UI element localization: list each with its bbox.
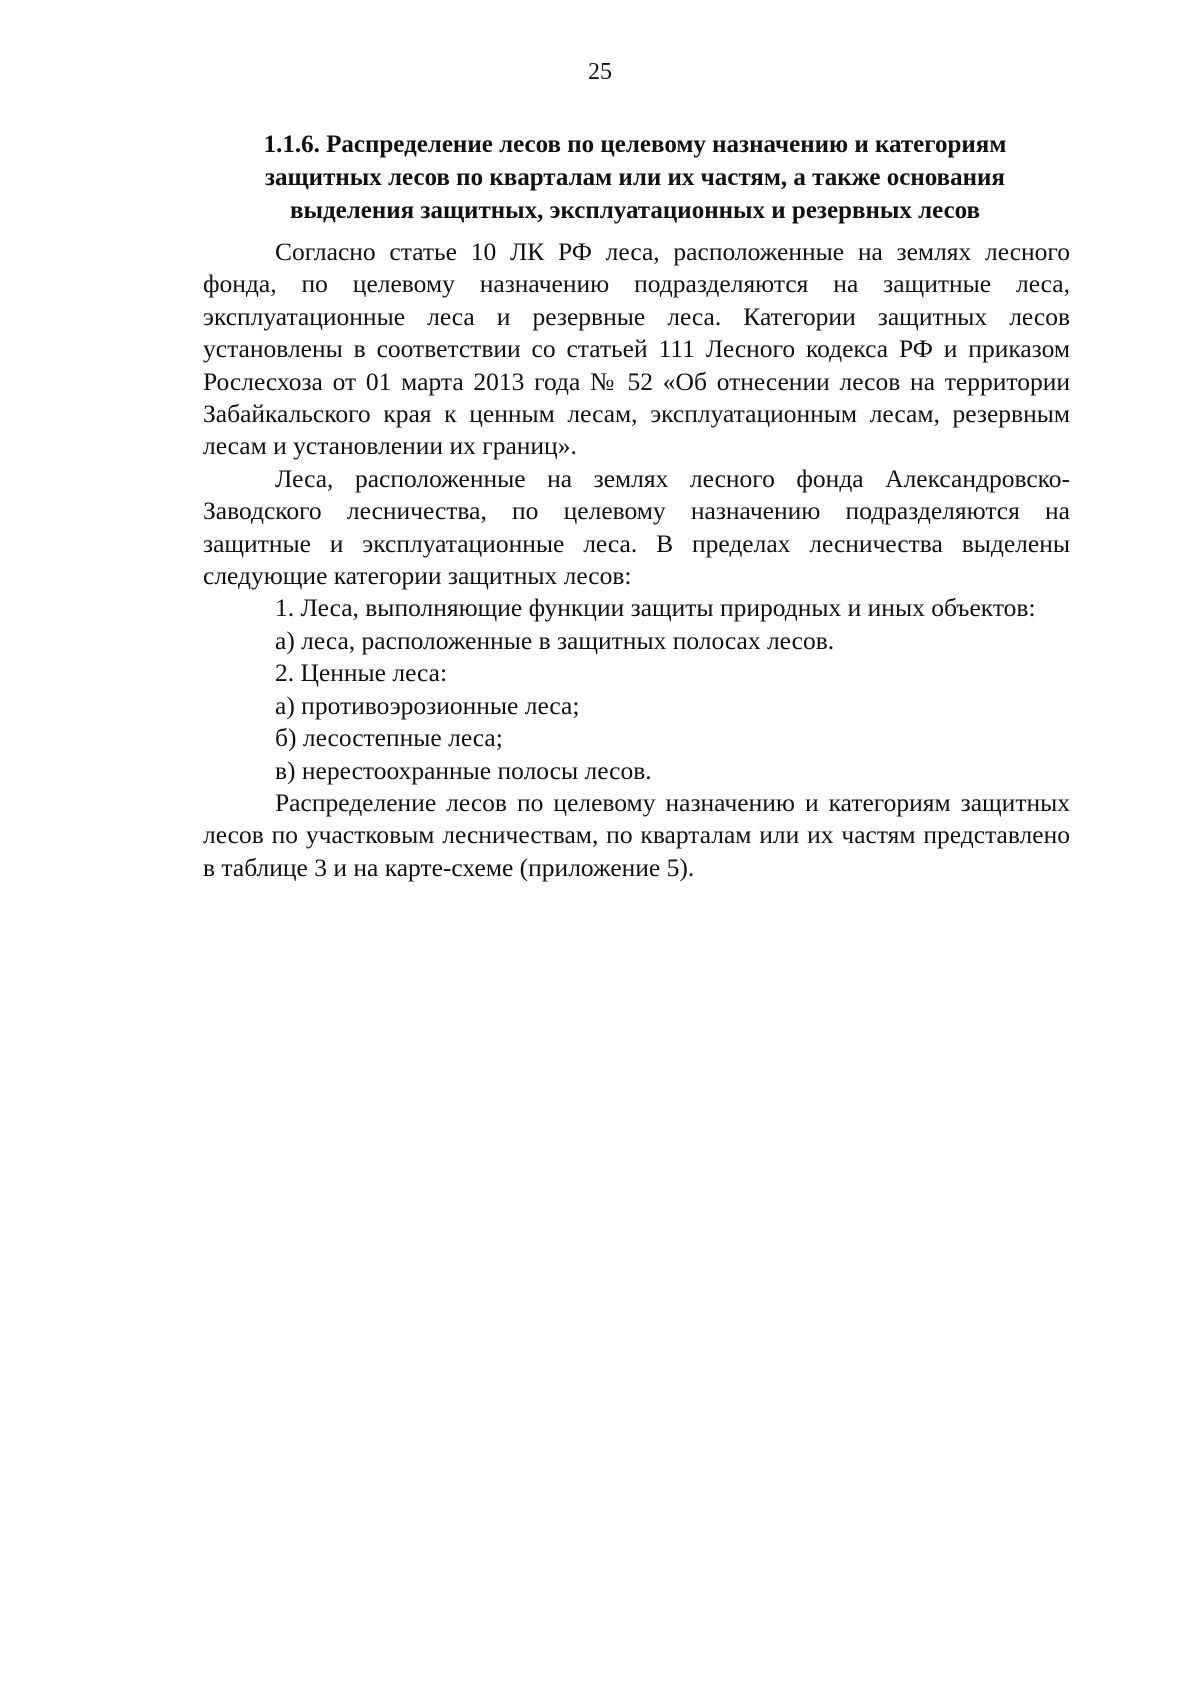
list-item: б) лесостепные леса; bbox=[275, 723, 503, 753]
list-item: а) леса, расположенные в защитных полосах лесов. bbox=[275, 625, 835, 655]
list-item: а) противоэрозионные леса; bbox=[275, 690, 580, 720]
paragraph-distribution-reference: Распределение лесов по целевому назначению и категориям защитных лесов по участковым лесничествам, по кварталам или их частям представлено в таблице 3 и на карте-схеме (приложение 5). bbox=[203, 787, 1070, 882]
list-item: 2. Ценные леса: bbox=[275, 658, 448, 688]
list-item: 1. Леса, выполняющие функции защиты природных и иных объектов: bbox=[275, 593, 1036, 623]
section-heading-line-1: 1.1.6. Распределение лесов по целевому назначению и категориям bbox=[263, 131, 1007, 158]
body-text bbox=[203, 236, 1070, 884]
list-item: в) нерестоохранные полосы лесов. bbox=[275, 755, 652, 785]
section-heading-line-3: выделения защитных, эксплуатационных и резервных лесов bbox=[289, 197, 981, 224]
paragraph-forestry-categories: Леса, расположенные на землях лесного фонда Александровско-Заводского лесничества, по целевому назначению подразделяются на защитные и эксплуатационные леса. В пределах лесничества выделены следующие категории защитных лесов: bbox=[203, 463, 1070, 591]
section-heading bbox=[200, 128, 1070, 227]
section-heading-line-2: защитных лесов по кварталам или их частям, а также основания bbox=[265, 164, 1005, 191]
page-number: 25 bbox=[588, 59, 612, 85]
paragraph-legal-basis: Согласно статье 10 ЛК РФ леса, расположенные на землях лесного фонда, по целевому назначению подразделяются на защитные леса, эксплуатационные леса и резервные леса. Категории защитных лесов установлены в соответствии со статьей 111 Лесного кодекса РФ и приказом Рослесхоза от 01 марта 2013 года № 52 «Об отнесении лесов на территории Забайкальского края к ценным лесам, эксплуатационным лесам, резервным лесам и установлении их границ». bbox=[203, 237, 1070, 461]
